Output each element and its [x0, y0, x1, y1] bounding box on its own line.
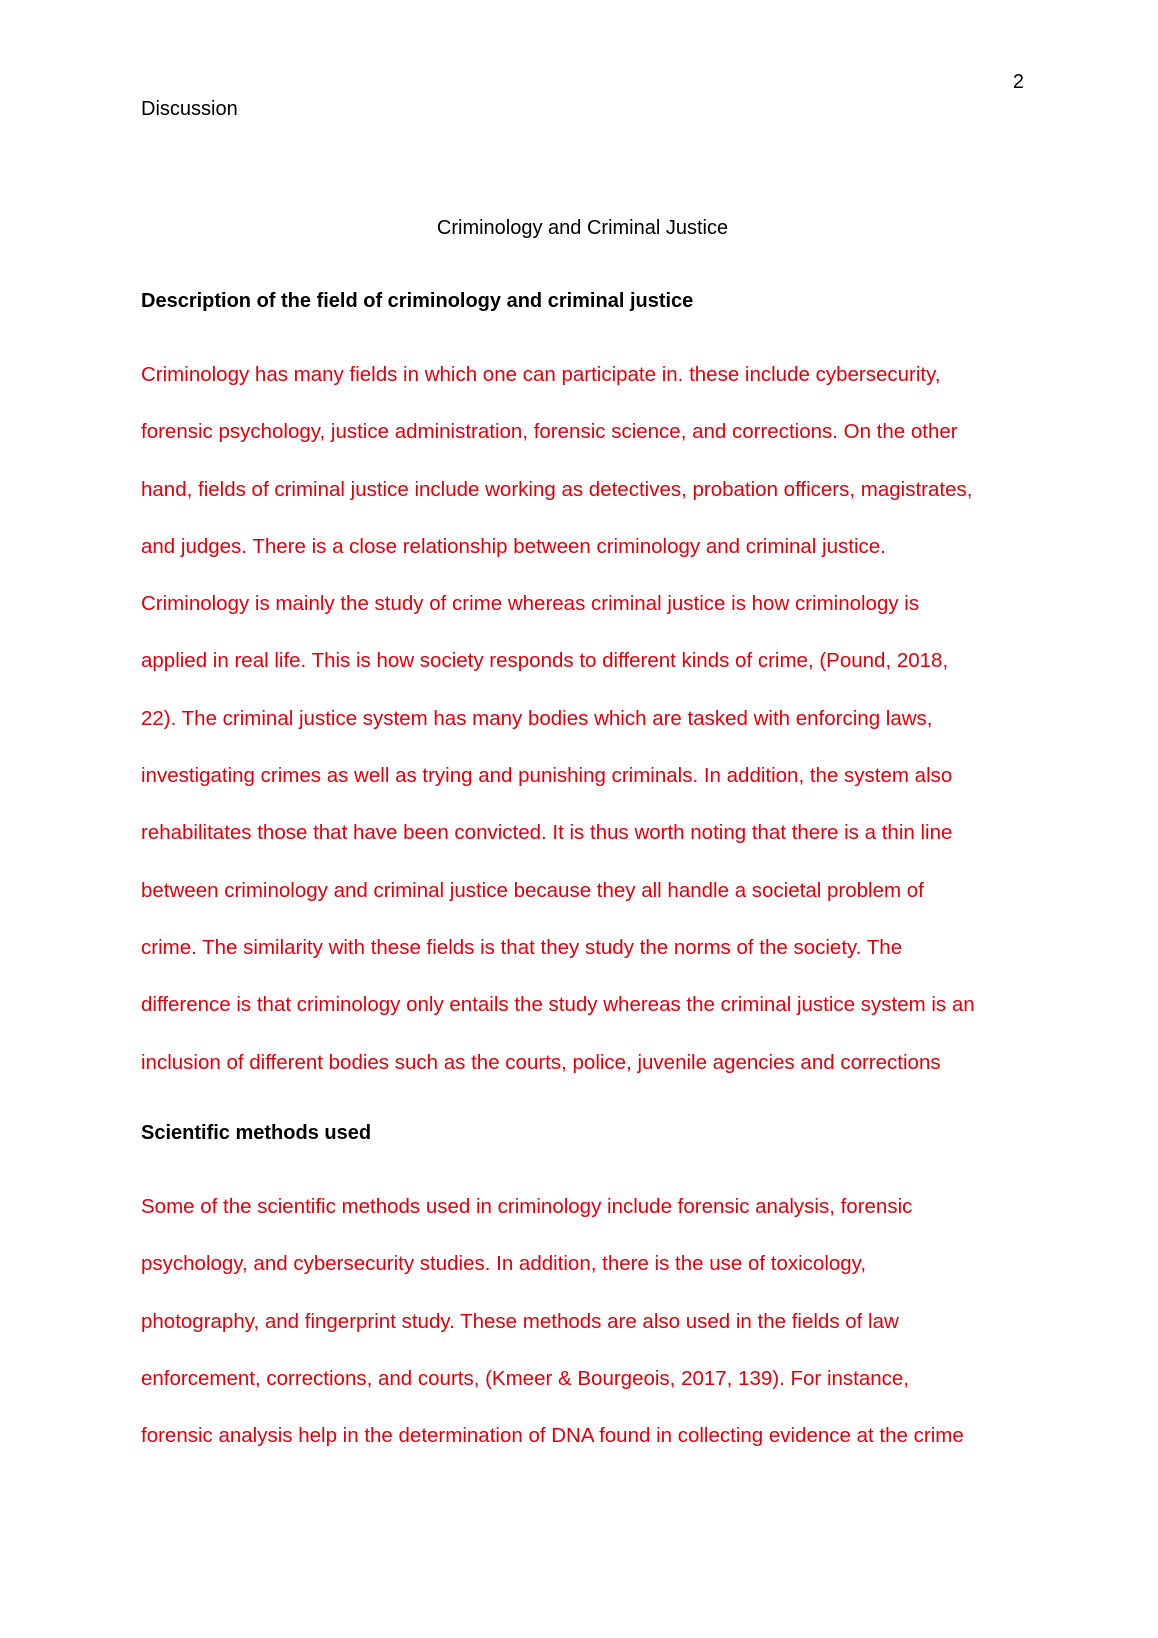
body-line: applied in real life. This is how society responds to different kinds of crime, (Pound, 2018, — [141, 649, 949, 673]
page-number: 2 — [1012, 71, 1024, 93]
body-line: psychology, and cybersecurity studies. In addition, there is the use of toxicology, — [141, 1252, 867, 1276]
document-title: Criminology and Criminal Justice — [436, 217, 729, 239]
body-line: Criminology has many fields in which one can participate in. these include cybersecurity, — [141, 363, 941, 386]
body-line: and judges. There is a close relationship between criminology and criminal justice. — [141, 534, 886, 558]
section-body-description — [141, 363, 1041, 1108]
section-heading-methods: Scientific methods used — [141, 1122, 372, 1144]
body-line: crime. The similarity with these fields is that they study the norms of the society. The — [141, 935, 903, 959]
body-line: photography, and fingerprint study. These methods are also used in the fields of law — [141, 1309, 899, 1333]
body-line: difference is that criminology only entails the study whereas the criminal justice system is an — [141, 993, 975, 1017]
body-line: Criminology is mainly the study of crime whereas criminal justice is how criminology is — [141, 592, 920, 616]
body-line: 22). The criminal justice system has many bodies which are tasked with enforcing laws, — [141, 706, 933, 730]
body-line: enforcement, corrections, and courts, (Kmeer & Bourgeois, 2017, 139). For instance, — [141, 1366, 909, 1390]
body-line: forensic psychology, justice administration, forensic science, and corrections. On the other — [141, 420, 958, 444]
body-line: forensic analysis help in the determination of DNA found in collecting evidence at the crime — [141, 1424, 964, 1448]
body-line: investigating crimes as well as trying and punishing criminals. In addition, the system also — [141, 764, 953, 788]
body-line: hand, fields of criminal justice include working as detectives, probation officers, magistrates, — [141, 477, 973, 501]
running-head: Discussion — [141, 98, 238, 120]
body-line: Some of the scientific methods used in criminology include forensic analysis, forensic — [141, 1195, 913, 1218]
body-line: between criminology and criminal justice because they all handle a societal problem of — [141, 878, 924, 902]
section-body-methods — [141, 1195, 1041, 1481]
section-heading-description: Description of the field of criminology and criminal justice — [141, 290, 694, 312]
body-line: rehabilitates those that have been convicted. It is thus worth noting that there is a thin line — [141, 821, 953, 845]
body-line: inclusion of different bodies such as the courts, police, juvenile agencies and corrections — [141, 1050, 941, 1074]
